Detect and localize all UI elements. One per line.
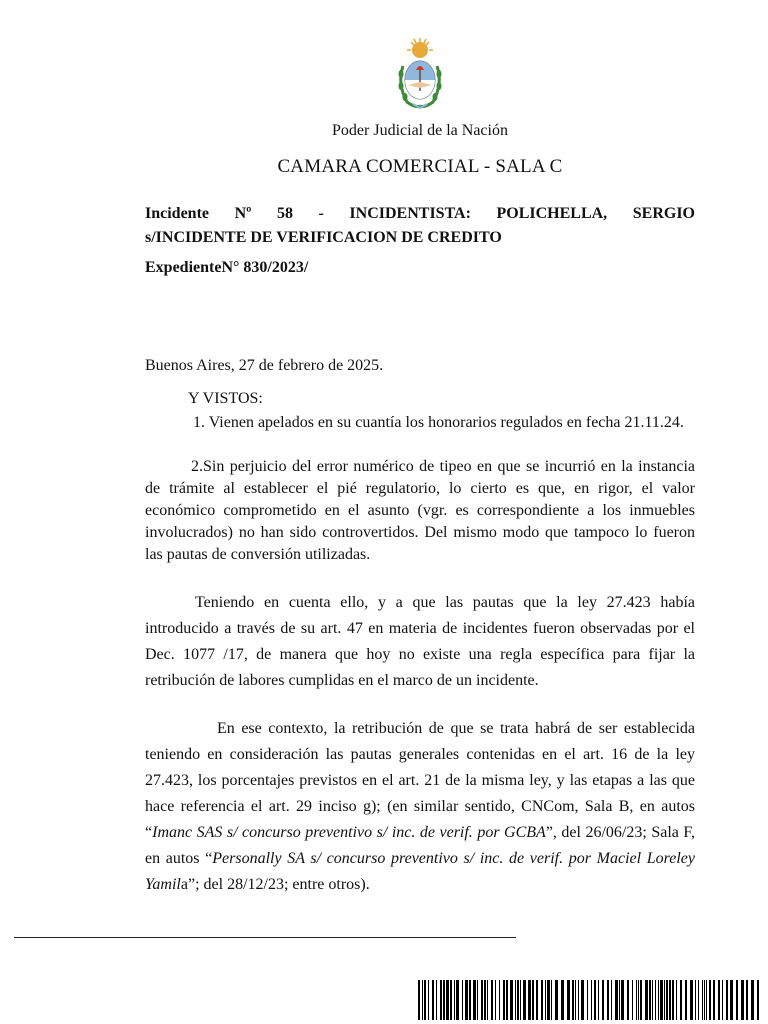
paragraph-1: 1. Vienen apelados en su cuantía los honorarios regulados en fecha 21.11.24. xyxy=(193,414,684,431)
case-caption-line1: Incidente Nº 58 - INCIDENTISTA: POLICHELLA, SERGIO xyxy=(145,205,695,222)
coat-of-arms-icon xyxy=(395,36,445,110)
paragraph-2: 2.Sin perjuicio del error numérico de tipeo en que se incurrió en la instancia de trámite al establecer el pié regulatorio, lo cierto es que, en rigor, el valor económico comprometido en el asunto (vgr. es correspondiente a los inmuebles involucrados) no han sido controvertidos. Del mismo modo que tampoco lo fueron las pautas de conversión utilizadas. xyxy=(145,458,695,563)
barcode-icon xyxy=(418,980,762,1020)
chamber-name: CAMARA COMERCIAL - SALA C xyxy=(277,156,563,177)
paragraph-4-text-c: a”; del 28/12/23; entre otros). xyxy=(180,876,370,893)
paragraph-4-text-a: En ese contexto, la retribución de que se trata habrá de ser establecida teniendo en consideración las pautas generales contenidas en el art. 16 de la ley 27.423, los porcentajes previstos en el art. 21 de la misma ley, y las etapas a las que hace referencia el art. 29 inciso g); (en similar sentido, CNCom, Sala B, en autos “ xyxy=(145,720,695,841)
file-number: ExpedienteN° 830/2023/ xyxy=(145,259,309,276)
sun-icon xyxy=(407,38,433,58)
case-caption-line2: s/INCIDENTE DE VERIFICACION DE CREDITO xyxy=(145,229,502,246)
case-citation-1: Imanc SAS s/ concurso preventivo s/ inc. de verif. por GCBA xyxy=(152,824,546,841)
date-line: Buenos Aires, 27 de febrero de 2025. xyxy=(145,357,384,374)
case-citation-2: Personally SA s/ concurso preventivo s/ inc. de verif. por Maciel Loreley Yamil xyxy=(145,850,695,893)
case-caption xyxy=(145,202,695,250)
court-name: Poder Judicial de la Nación xyxy=(332,122,508,139)
paragraph-3: Teniendo en cuenta ello, y a que las pautas que la ley 27.423 había introducido a través de su art. 47 en materia de incidentes fueron observadas por el Dec. 1077 /17, de manera que hoy no existe una regla específica para fijar la retribución de labores cumplidas en el marco de un incidente. xyxy=(145,594,695,689)
paragraph-4 xyxy=(145,716,695,898)
footer-divider xyxy=(14,937,516,938)
paragraph-4-text-b: ”, del 26/06/23; Sala F, en autos “ xyxy=(145,824,695,867)
vistos-heading: Y VISTOS: xyxy=(188,390,263,407)
